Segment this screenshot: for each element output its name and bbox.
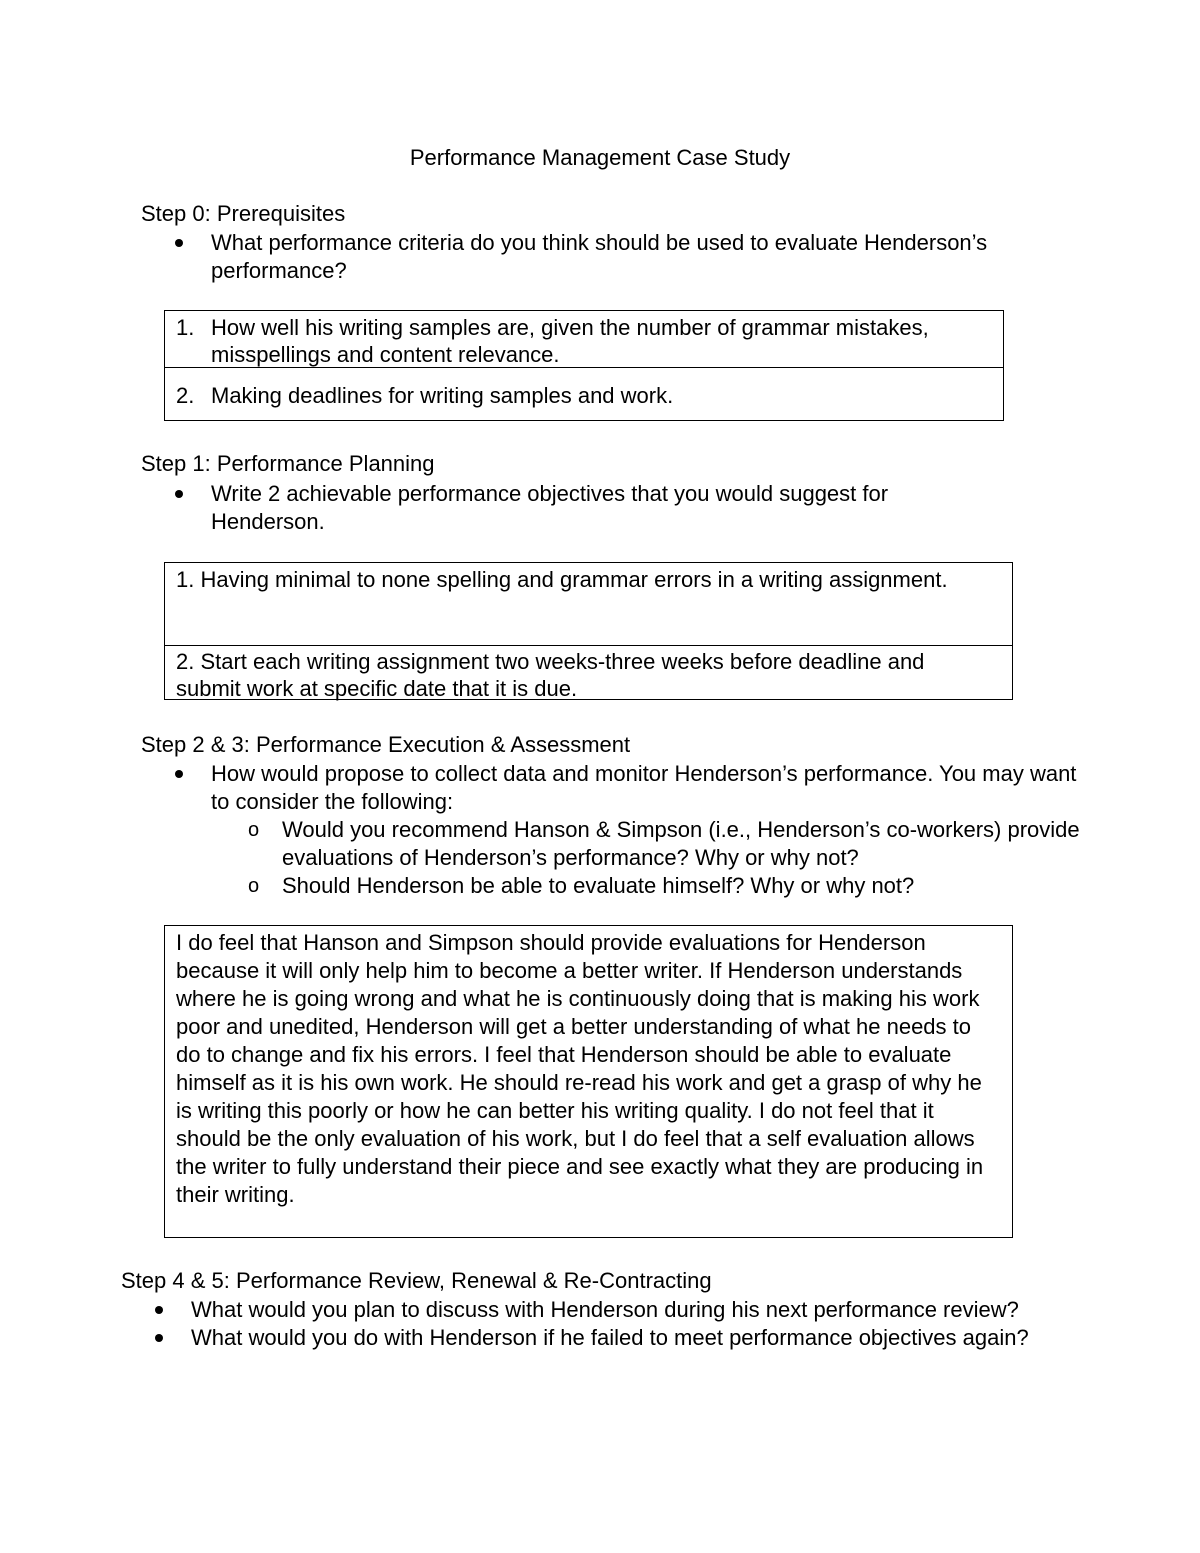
step1-bullet-list bbox=[211, 480, 981, 536]
row-text: 1. Having minimal to none spelling and grammar errors in a writing assignment. bbox=[176, 567, 948, 592]
bullet-icon bbox=[175, 770, 183, 778]
step23-bullet-list bbox=[211, 760, 1081, 816]
bullet-icon bbox=[175, 490, 183, 498]
list-item bbox=[248, 872, 1082, 900]
table-row bbox=[165, 645, 1012, 701]
step23-sub-list bbox=[248, 816, 1082, 900]
bullet-icon bbox=[155, 1334, 163, 1342]
bullet-text: What would you do with Henderson if he failed to meet performance objectives again? bbox=[191, 1325, 1029, 1350]
list-item bbox=[211, 760, 1081, 816]
circle-bullet-icon: o bbox=[248, 819, 260, 841]
step23-heading: Step 2 & 3: Performance Execution & Assessment bbox=[141, 732, 631, 757]
step0-heading: Step 0: Prerequisites bbox=[141, 201, 346, 226]
step1-heading: Step 1: Performance Planning bbox=[141, 451, 435, 476]
list-item bbox=[211, 229, 1071, 285]
step45-bullet-list bbox=[191, 1296, 1041, 1352]
row-text: 2. Start each writing assignment two weeks-three weeks before deadline and submit work at specific date that it is due. bbox=[176, 649, 925, 701]
list-item bbox=[191, 1296, 1041, 1324]
table-row bbox=[165, 367, 1003, 419]
step0-bullet-list bbox=[211, 229, 1071, 285]
sub-bullet-text: Should Henderson be able to evaluate himself? Why or why not? bbox=[282, 873, 915, 898]
list-item bbox=[211, 480, 981, 536]
list-item bbox=[248, 816, 1082, 872]
step45-heading: Step 4 & 5: Performance Review, Renewal & Re-Contracting bbox=[121, 1268, 712, 1293]
bullet-text: What performance criteria do you think should be used to evaluate Henderson’s performance? bbox=[211, 230, 988, 283]
list-item bbox=[191, 1324, 1041, 1352]
answer-box bbox=[164, 925, 1013, 1238]
bullet-text: Write 2 achievable performance objectives that you would suggest for Henderson. bbox=[211, 481, 889, 534]
row-text: How well his writing samples are, given the number of grammar mistakes, misspellings and content relevance. bbox=[211, 315, 929, 367]
bullet-icon bbox=[155, 1306, 163, 1314]
circle-bullet-icon: o bbox=[248, 875, 260, 897]
bullet-icon bbox=[175, 239, 183, 247]
row-number: 2. bbox=[176, 383, 195, 408]
table-row bbox=[165, 563, 1012, 645]
bullet-text: How would propose to collect data and monitor Henderson’s performance. You may want to consider the following: bbox=[211, 761, 1077, 814]
bullet-text: What would you plan to discuss with Henderson during his next performance review? bbox=[191, 1297, 1019, 1322]
page-title: Performance Management Case Study bbox=[409, 145, 791, 170]
objectives-table bbox=[164, 562, 1013, 700]
table-row bbox=[165, 311, 1003, 367]
answer-text: I do feel that Hanson and Simpson should provide evaluations for Henderson because it will only help him to become a better writer. If Henderson understands where he is going wrong and what he is continuously doing that is making his work poor and unedited, Henderson will get a better understanding of what he needs to do to change and fix his errors. I feel that Henderson should be able to evaluate himself as it is his own work. He should re-read his work and get a grasp of why he is writing this poorly or how he can better his writing quality. I do not feel that it should be the only evaluation of his work, but I do feel that a self evaluation allows the writer to fully understand their piece and see exactly what they are producing in their writing. bbox=[176, 930, 984, 1207]
row-text: Making deadlines for writing samples and work. bbox=[211, 383, 674, 408]
sub-bullet-text: Would you recommend Hanson & Simpson (i.e., Henderson’s co-workers) provide evaluations of Henderson’s performance? Why or why not? bbox=[282, 817, 1080, 870]
criteria-table bbox=[164, 310, 1004, 421]
row-number: 1. bbox=[176, 315, 195, 340]
